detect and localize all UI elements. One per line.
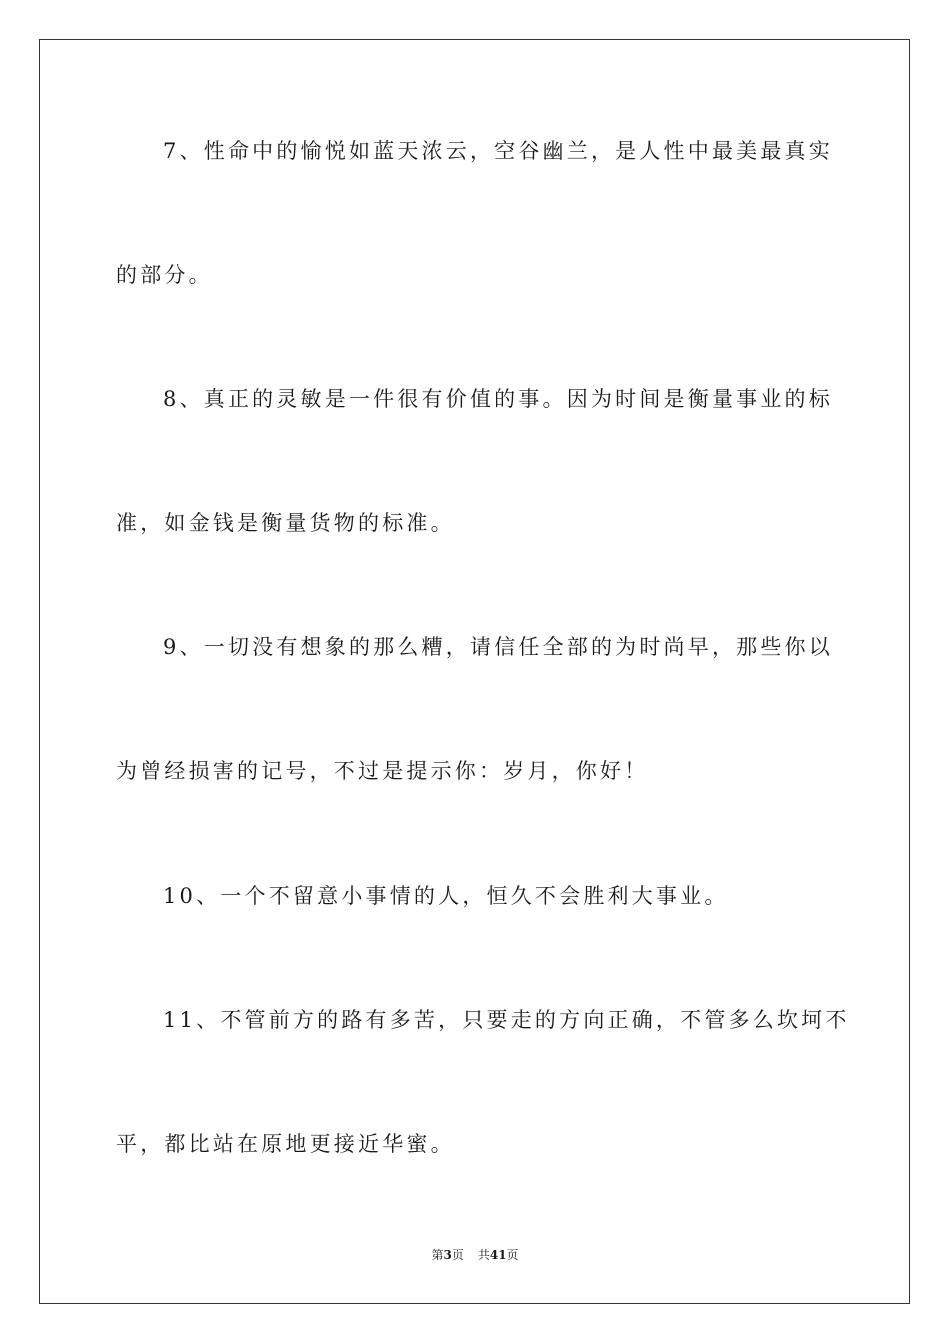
paragraph-11-line-2: 平，都比站在原地更接近华蜜。 <box>116 1132 455 1156</box>
paragraph-9-line-1: 9、一切没有想象的那么糟，请信任全部的为时尚早，那些你以 <box>163 635 833 659</box>
footer-page-prefix: 第 <box>431 1248 444 1262</box>
paragraph-8-line-1: 8、真正的灵敏是一件很有价值的事。因为时间是衡量事业的标 <box>163 387 833 411</box>
paragraph-9-line-2: 为曾经损害的记号，不过是提示你：岁月，你好！ <box>116 759 649 783</box>
paragraph-11-line-1: 11、不管前方的路有多苦，只要走的方向正确，不管多么坎坷不 <box>163 1008 850 1032</box>
paragraph-8-line-2: 准，如金钱是衡量货物的标准。 <box>116 511 455 535</box>
footer-total-number: 41 <box>489 1248 507 1262</box>
footer-total-suffix: 页 <box>506 1248 519 1262</box>
page-border <box>39 39 910 1304</box>
footer-page-number: 3 <box>443 1248 452 1262</box>
page-footer <box>0 1246 950 1263</box>
footer-page-suffix: 页 <box>451 1248 464 1262</box>
paragraph-7-line-2: 的部分。 <box>116 263 213 287</box>
paragraph-10-line-1: 10、一个不留意小事情的人，恒久不会胜利大事业。 <box>163 884 729 908</box>
footer-total-prefix: 共 <box>477 1248 490 1262</box>
paragraph-7-line-1: 7、性命中的愉悦如蓝天浓云，空谷幽兰，是人性中最美最真实 <box>163 139 833 163</box>
